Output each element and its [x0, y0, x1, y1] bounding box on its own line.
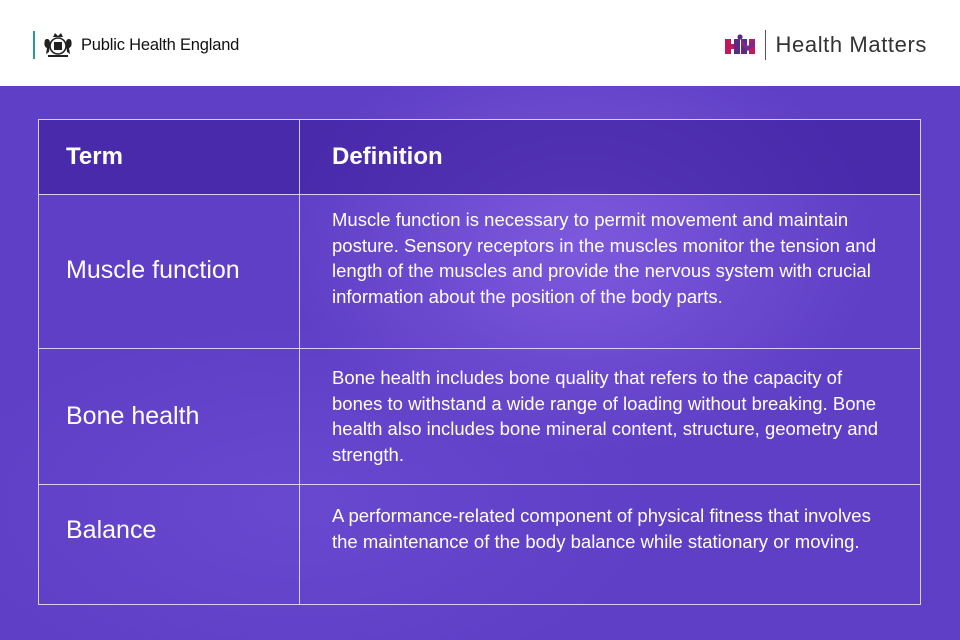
definition-cell: A performance-related component of physical fitness that involves the maintenance of the body balance while stationary or moving.: [332, 505, 871, 552]
term-cell: Bone health: [39, 349, 300, 484]
table-header-row: [39, 120, 920, 194]
royal-crest-icon: [41, 30, 75, 60]
content-panel: [0, 86, 960, 640]
column-header-definition: Definition: [332, 143, 443, 171]
header: [0, 0, 960, 86]
logo-divider: [765, 30, 766, 60]
phe-logo-text: Public Health England: [81, 35, 240, 54]
phe-logo: [33, 30, 239, 60]
table-row: [39, 348, 920, 484]
table-row: [39, 484, 920, 604]
health-matters-mark-icon: [725, 34, 755, 56]
term-cell: Muscle function: [39, 195, 300, 348]
table-row: [39, 194, 920, 348]
definitions-table: [38, 119, 921, 605]
definition-cell: Bone health includes bone quality that refers to the capacity of bones to withstand a wide range of loading without breaking. Bone health also includes bone mineral content, structure, geometry and strength.: [332, 367, 879, 465]
health-matters-logo: [725, 28, 927, 62]
column-header-term: Term: [39, 120, 300, 194]
definition-cell: Muscle function is necessary to permit movement and maintain posture. Sensory receptors in the muscles monitor the tension and length of the muscles and provide the nervous system with crucial information about the position of the body parts.: [332, 209, 876, 307]
phe-accent-bar: [33, 31, 35, 59]
term-cell: Balance: [39, 485, 300, 604]
health-matters-text: Health Matters: [775, 32, 927, 57]
